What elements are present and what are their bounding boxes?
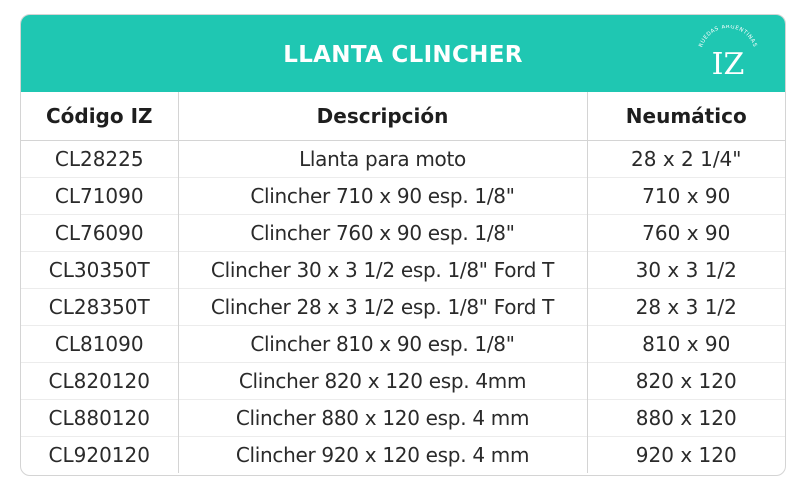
table-row [21, 252, 785, 289]
table-row [21, 215, 785, 252]
table-row [21, 141, 785, 178]
cell-codigo: CL880120 [21, 400, 178, 437]
cell-descripcion: Clincher 820 x 120 esp. 4mm [178, 363, 587, 400]
cell-descripcion: Clincher 710 x 90 esp. 1/8" [178, 178, 587, 215]
product-table-card [20, 14, 786, 476]
cell-descripcion: Clincher 28 x 3 1/2 esp. 1/8" Ford T [178, 289, 587, 326]
table-row [21, 400, 785, 437]
cell-neumatico: 760 x 90 [587, 215, 785, 252]
cell-descripcion: Clincher 920 x 120 esp. 4 mm [178, 437, 587, 474]
table-header-banner [21, 15, 785, 92]
table-title: LLANTA CLINCHER [283, 42, 523, 68]
cell-descripcion: Llanta para moto [178, 141, 587, 178]
cell-codigo: CL71090 [21, 178, 178, 215]
table-row [21, 363, 785, 400]
cell-neumatico: 880 x 120 [587, 400, 785, 437]
cell-codigo: CL820120 [21, 363, 178, 400]
cell-descripcion: Clincher 30 x 3 1/2 esp. 1/8" Ford T [178, 252, 587, 289]
cell-codigo: CL81090 [21, 326, 178, 363]
cell-descripcion: Clincher 760 x 90 esp. 1/8" [178, 215, 587, 252]
logo-letters: IZ [711, 47, 745, 82]
cell-codigo: CL30350T [21, 252, 178, 289]
cell-neumatico: 28 x 3 1/2 [587, 289, 785, 326]
cell-neumatico: 920 x 120 [587, 437, 785, 474]
cell-neumatico: 810 x 90 [587, 326, 785, 363]
iz-logo [693, 25, 763, 87]
clincher-table [21, 92, 785, 473]
cell-descripcion: Clincher 810 x 90 esp. 1/8" [178, 326, 587, 363]
cell-neumatico: 28 x 2 1/4" [587, 141, 785, 178]
column-header-descripcion: Descripción [178, 92, 587, 141]
cell-neumatico: 30 x 3 1/2 [587, 252, 785, 289]
column-header-codigo: Código IZ [21, 92, 178, 141]
cell-codigo: CL76090 [21, 215, 178, 252]
cell-codigo: CL28225 [54, 147, 144, 171]
cell-neumatico: 820 x 120 [587, 363, 785, 400]
cell-descripcion: Clincher 880 x 120 esp. 4 mm [178, 400, 587, 437]
column-header-neumatico: Neumático [587, 92, 785, 141]
table-row [21, 178, 785, 215]
cell-neumatico: 710 x 90 [587, 178, 785, 215]
cell-codigo: CL28350T [21, 289, 178, 326]
column-header-row [21, 92, 785, 141]
svg-text:RUEDAS ARGENTINAS: RUEDAS ARGENTINAS [698, 25, 758, 49]
cell-codigo: CL920120 [21, 437, 178, 474]
table-row [21, 437, 785, 474]
table-row [21, 326, 785, 363]
table-row [21, 289, 785, 326]
